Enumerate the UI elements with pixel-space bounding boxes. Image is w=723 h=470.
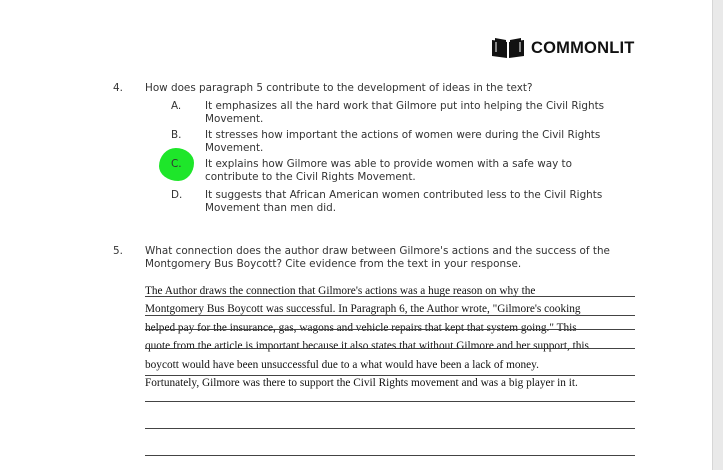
option-text-line2: Movement than men did. bbox=[205, 202, 337, 214]
answer-line-3: helped pay for the insurance, gas, wagons and vehicle repairs that kept that system going." This bbox=[145, 322, 577, 334]
answer-line-2: Montgomery Bus Boycott was successful. In Paragraph 6, the Author wrote, "Gilmore's cooking bbox=[145, 303, 581, 315]
answer-rule bbox=[145, 296, 635, 297]
option-letter: B. bbox=[171, 129, 182, 141]
option-text-line2: Movement. bbox=[205, 142, 264, 154]
commonlit-logo bbox=[491, 37, 635, 59]
answer-rule bbox=[145, 329, 635, 330]
answer-line-4: quote from the article is important because it also states that without Gilmore and her support, this bbox=[145, 340, 589, 352]
option-text-line1: It emphasizes all the hard work that Gilmore put into helping the Civil Rights bbox=[205, 100, 605, 112]
answer-rule bbox=[145, 428, 635, 429]
open-book-icon bbox=[491, 37, 525, 59]
option-text-line1: It suggests that African American women contributed less to the Civil Rights bbox=[205, 189, 603, 201]
option-text-line2: Movement. bbox=[205, 113, 264, 125]
option-letter: C. bbox=[171, 158, 182, 170]
answer-line-1: The Author draws the connection that Gilmore's actions was a huge reason on why the bbox=[145, 285, 536, 297]
question-number: 5. bbox=[113, 245, 123, 257]
option-letter: A. bbox=[171, 100, 182, 112]
option-letter: D. bbox=[171, 189, 183, 201]
answer-rule bbox=[145, 455, 635, 456]
question-text-line2: Montgomery Bus Boycott? Cite evidence from the text in your response. bbox=[145, 258, 522, 270]
question-number: 4. bbox=[113, 82, 123, 94]
answer-line-6: Fortunately, Gilmore was there to support the Civil Rights movement and was a big player in it. bbox=[145, 377, 578, 389]
question-text-line1: What connection does the author draw between Gilmore's actions and the success of the bbox=[145, 245, 610, 257]
option-text-line2: contribute to the Civil Rights Movement. bbox=[205, 171, 416, 183]
answer-rule bbox=[145, 315, 635, 316]
answer-rule bbox=[145, 401, 635, 402]
option-text-line1: It explains how Gilmore was able to provide women with a safe way to bbox=[205, 158, 572, 170]
logo-text: COMMONLIT bbox=[531, 38, 635, 57]
answer-rule bbox=[145, 348, 635, 349]
question-text: How does paragraph 5 contribute to the development of ideas in the text? bbox=[145, 82, 533, 94]
option-text-line1: It stresses how important the actions of women were during the Civil Rights bbox=[205, 129, 601, 141]
answer-line-5: boycott would have been unsuccessful due to a what would have been a lack of money. bbox=[145, 359, 539, 371]
page-edge bbox=[712, 0, 723, 470]
